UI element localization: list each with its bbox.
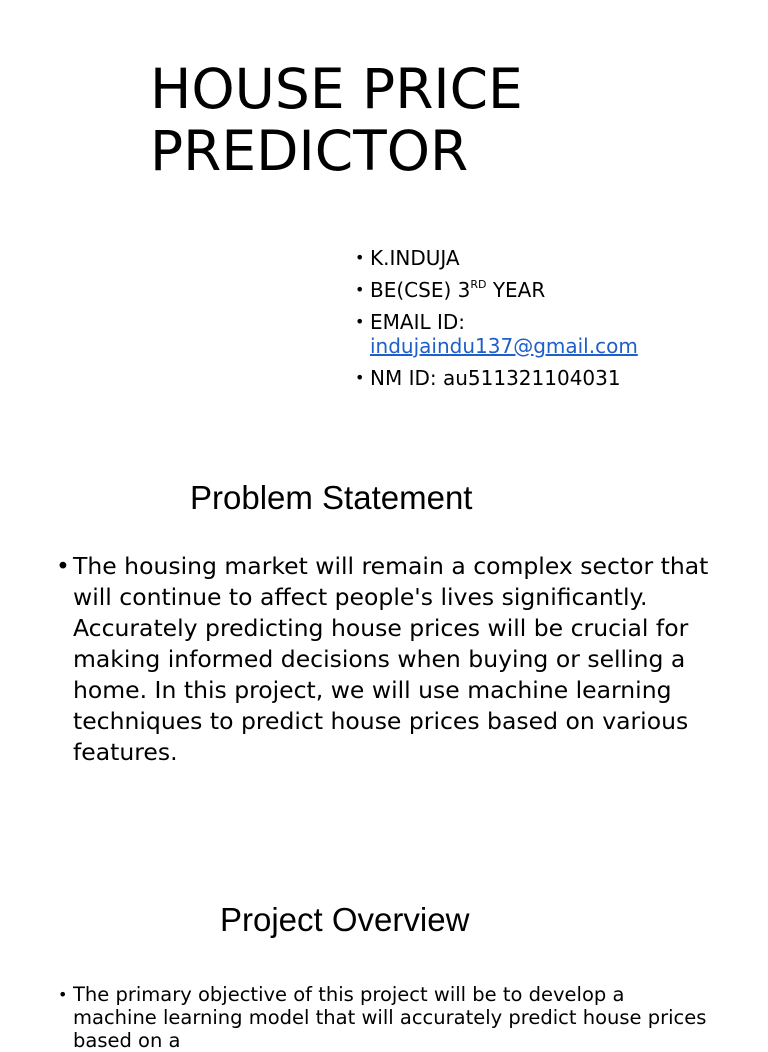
title-line-1: HOUSE PRICE	[150, 57, 523, 121]
bullet-icon: •	[355, 312, 365, 331]
problem-statement-heading: Problem Statement	[190, 479, 473, 516]
email-label: EMAIL ID:	[370, 310, 466, 334]
course-suffix: YEAR	[486, 278, 546, 302]
course-superscript: RD	[470, 278, 487, 291]
bullet-icon: •	[58, 985, 68, 1004]
course-prefix: BE(CSE) 3	[370, 278, 471, 302]
bullet-icon: •	[56, 552, 70, 580]
bullet-icon: •	[355, 368, 365, 387]
list-item	[58, 983, 708, 1052]
slide-title	[150, 58, 750, 182]
bullet-icon: •	[355, 280, 365, 299]
list-item-name	[355, 246, 755, 270]
title-line-2: PREDICTOR	[150, 119, 469, 183]
author-details-list	[355, 246, 755, 398]
bullet-icon: •	[355, 248, 365, 267]
list-item-nm-id	[355, 366, 755, 390]
project-overview-text: The primary objective of this project will be to develop a machine learning model that will accurately predict house prices based on a	[73, 983, 707, 1052]
nm-id: NM ID: au511321104031	[370, 366, 621, 390]
email-link[interactable]: indujaindu137@gmail.com	[370, 334, 638, 358]
list-item-course	[355, 278, 755, 302]
problem-statement-text: The housing market will remain a complex sector that will continue to affect people's lives significantly. Accurately predicting house prices will be crucial for making informed decisions when buying or selling a home. In this project, we will use machine learning techniques to predict house prices based on various features.	[73, 552, 709, 766]
problem-statement-list	[56, 551, 716, 768]
project-overview-list	[58, 983, 708, 1052]
list-item-email	[355, 310, 755, 358]
author-name: K.INDUJA	[370, 246, 460, 270]
list-item	[56, 551, 716, 768]
project-overview-heading: Project Overview	[220, 901, 470, 938]
